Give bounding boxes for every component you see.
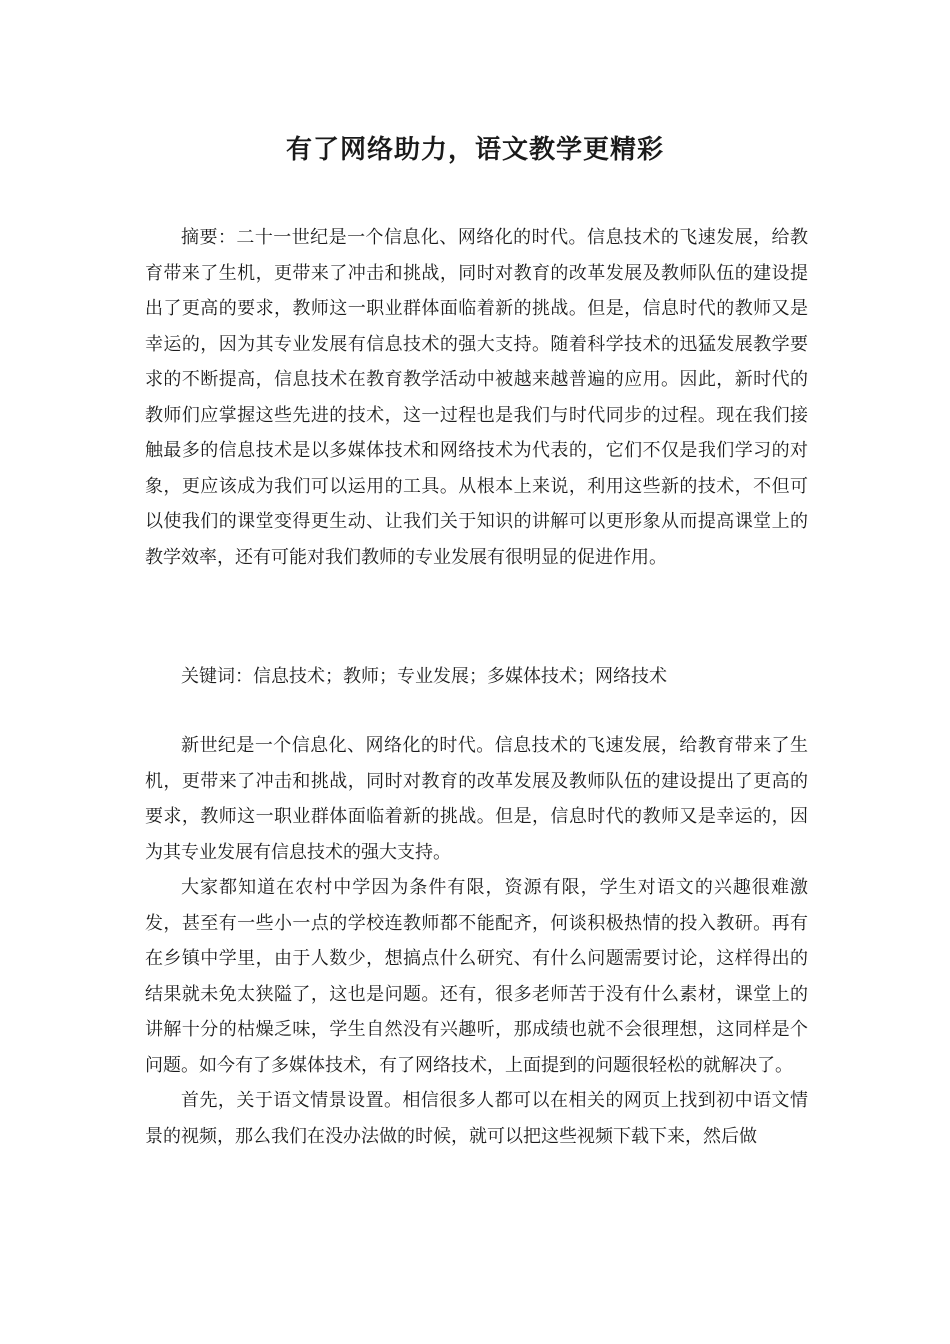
body-paragraph: 首先，关于语文情景设置。相信很多人都可以在相关的网页上找到初中语文情景的视频，那么我们在没办法做的时候，就可以把这些视频下载下来，然后做 xyxy=(145,1090,808,1147)
abstract-section xyxy=(145,220,808,575)
keywords-text: 关键词：信息技术；教师；专业发展；多媒体技术；网络技术 xyxy=(181,666,667,687)
body-section xyxy=(145,728,808,1154)
document-title: 有了网络助力，语文教学更精彩 xyxy=(285,135,664,165)
abstract-text: 摘要：二十一世纪是一个信息化、网络化的时代。信息技术的飞速发展，给教育带来了生机，更带来了冲击和挑战，同时对教育的改革发展及教师队伍的建设提出了更高的要求，教师这一职业群体面临着新的挑战。但是，信息时代的教师又是幸运的，因为其专业发展有信息技术的强大支持。随着科学技术的迅猛发展教学要求的不断提高，信息技术在教育教学活动中被越来越普遍的应用。因此，新时代的教师们应掌握这些先进的技术，这一过程也是我们与时代同步的过程。现在我们接触最多的信息技术是以多媒体技术和网络技术为代表的，它们不仅是我们学习的对象，更应该成为我们可以运用的工具。从根本上来说，利用这些新的技术，不但可以使我们的课堂变得更生动、让我们关于知识的讲解可以更形象从而提高课堂上的教学效率，还有可能对我们教师的专业发展有很明显的促进作用。 xyxy=(145,227,808,568)
body-paragraph: 大家都知道在农村中学因为条件有限，资源有限，学生对语文的兴趣很难激发，甚至有一些小一点的学校连教师都不能配齐，何谈积极热情的投入教研。再有在乡镇中学里，由于人数少，想搞点什么研究、有什么问题需要讨论，这样得出的结果就未免太狭隘了，这也是问题。还有，很多老师苦于没有什么素材，课堂上的讲解十分的枯燥乏味，学生自然没有兴趣听，那成绩也就不会很理想，这同样是个问题。如今有了多媒体技术，有了网络技术，上面提到的问题很轻松的就解决了。 xyxy=(145,877,808,1076)
body-paragraph: 新世纪是一个信息化、网络化的时代。信息技术的飞速发展，给教育带来了生机，更带来了冲击和挑战，同时对教育的改革发展及教师队伍的建设提出了更高的要求，教师这一职业群体面临着新的挑战。但是，信息时代的教师又是幸运的，因为其专业发展有信息技术的强大支持。 xyxy=(145,735,808,863)
keywords-section xyxy=(145,659,808,695)
